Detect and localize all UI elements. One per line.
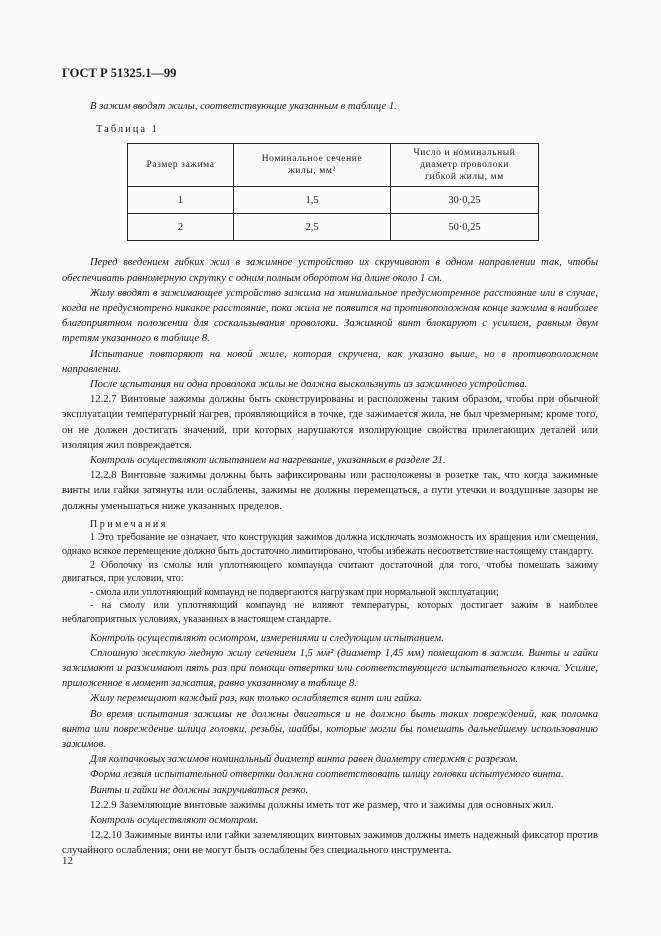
table-cell: 50·0,25 xyxy=(391,214,539,241)
table-header-cell: Число и номинальный диаметр проволоки гибкой жилы, мм xyxy=(391,144,539,187)
paragraph: Контроль осуществляют осмотром, измерениями и следующим испытанием. xyxy=(90,632,444,644)
note-item: 2 Оболочку из смолы или уплотняющего компаунда считают достаточной для того, чтобы помешать зажиму двигаться, при условии, что: xyxy=(62,559,598,585)
paragraph: Во время испытания зажимы не должны двигаться и не должно быть таких повреждений, как поломка винта или повреждение шлица головки, резьбы, шайбы, которые могли бы помешать дальнейшему использованию зажимов. xyxy=(62,708,598,751)
table-cell: 1,5 xyxy=(234,187,391,214)
paragraph: Сплошную жесткую медную жилу сечением 1,5 мм² (диаметр 1,45 мм) помещают в зажим. Винты и гайки зажимают и разжимают пять раз при помощи отвертки или соответствующего испытательного ключа. Усилие, приложенное в момент зажатия, равно указанному в таблице 8. xyxy=(62,647,598,690)
paragraph: Перед введением гибких жил в зажимное устройство их скручивают в одном направлении так, чтобы обеспечивать равномерную скрутку с одним полным оборотом на длине около 1 см. xyxy=(62,257,598,284)
paragraph: Испытание повторяют на новой жиле, которая скручена, как указано выше, но в противоположном направлении. xyxy=(62,348,598,375)
paragraph: Форма лезвия испытательной отвертки должна соответствовать шлицу головки испытуемого винта. xyxy=(90,769,564,781)
table-header-cell: Размер зажима xyxy=(128,144,234,187)
intro-text: В зажим вводят жилы, соответствующие указанным в таблице 1. xyxy=(90,101,397,112)
table-row xyxy=(128,214,539,241)
page-number: 12 xyxy=(62,855,73,867)
table-row xyxy=(128,187,539,214)
note-item: - смола или уплотняющий компаунд не подвергаются нагрузкам при нормальной эксплуатации; xyxy=(90,586,499,598)
paragraph: После испытания ни одна проволока жилы не должна выскользнуть из зажимного устройства. xyxy=(90,379,528,391)
table-cell: 2 xyxy=(128,214,234,241)
clause-12-2-8: 12.2.8 Винтовые зажимы должны быть зафиксированы или расположены в розетке так, что когда зажимные винты или гайки затянуты или ослаблены, зажимы не должны перемещаться, а пути утечки и воздушные зазоры не должны уменьшаться ниже указанных пределов. xyxy=(62,470,598,512)
table-cell: 30·0,25 xyxy=(391,187,539,214)
table-header-cell: Номинальное сечение жилы, мм² xyxy=(234,144,391,187)
table-header-row xyxy=(128,144,539,187)
notes-label: Примечания xyxy=(90,518,168,530)
table-cell: 2,5 xyxy=(234,214,391,241)
note-item: 1 Это требование не означает, что конструкция зажимов должна исключать возможность их вращения или смещения, однако всякое перемещение должно быть достаточно лимитировано, чтобы избежать несоответствие настоящему стандарту. xyxy=(62,532,598,558)
note-item: - на смолу или уплотняющий компаунд не влияют температуры, которых достигает зажим в наиболее неблагоприятных условиях, указанных в настоящем стандарте. xyxy=(62,600,598,626)
paragraph: Винты и гайки не должны закручиваться резко. xyxy=(90,784,309,796)
clause-12-2-9: 12.2.9 Заземляющие винтовые зажимы должны иметь тот же размер, что и зажимы для основных жил. xyxy=(90,799,554,811)
clamp-table xyxy=(127,143,539,241)
paragraph: Контроль осуществляют осмотром. xyxy=(90,815,259,827)
table-cell: 1 xyxy=(128,187,234,214)
document-header: ГОСТ Р 51325.1—99 xyxy=(62,66,177,80)
clause-12-2-10: 12.2.10 Зажимные винты или гайки заземляющих винтовых зажимов должны иметь надежный фиксатор против случайного ослабления; они не могут быть ослаблены без специального инструмента. xyxy=(62,830,598,857)
paragraph: Контроль осуществляют испытанием на нагревание, указанным в разделе 21. xyxy=(90,455,446,467)
main-content xyxy=(62,99,598,859)
notes-block xyxy=(62,518,598,627)
clause-12-2-7: 12.2.7 Винтовые зажимы должны быть сконструированы и расположены таким образом, чтобы при обычной эксплуатации температурный нагрев, проявляющийся в точке, где зажимается жила, не был чрезмерным; кроме того, он не должен достигать значений, при которых нарушаются изолирующие свойства прилегающих деталей или изоляция жил повреждается. xyxy=(62,394,598,451)
table-label: Таблица 1 xyxy=(96,124,159,136)
paragraph: Жилу вводят в зажимающее устройство зажима на минимальное предусмотренное расстояние или в случае, когда не предусмотрено никакое расстояние, пока жила не появится на противоположном конце зажима в наиболее благоприятном положении для соскальзывания проволоки. Зажимной винт блокируют с усилием, равным двум третям указанного в таблице 8. xyxy=(62,287,598,345)
paragraph: Для колпачковых зажимов номинальный диаметр винта равен диаметру стержня с разрезом. xyxy=(90,754,519,766)
paragraph: Жилу перемещают каждый раз, как только ослабляется винт или гайка. xyxy=(90,693,422,705)
